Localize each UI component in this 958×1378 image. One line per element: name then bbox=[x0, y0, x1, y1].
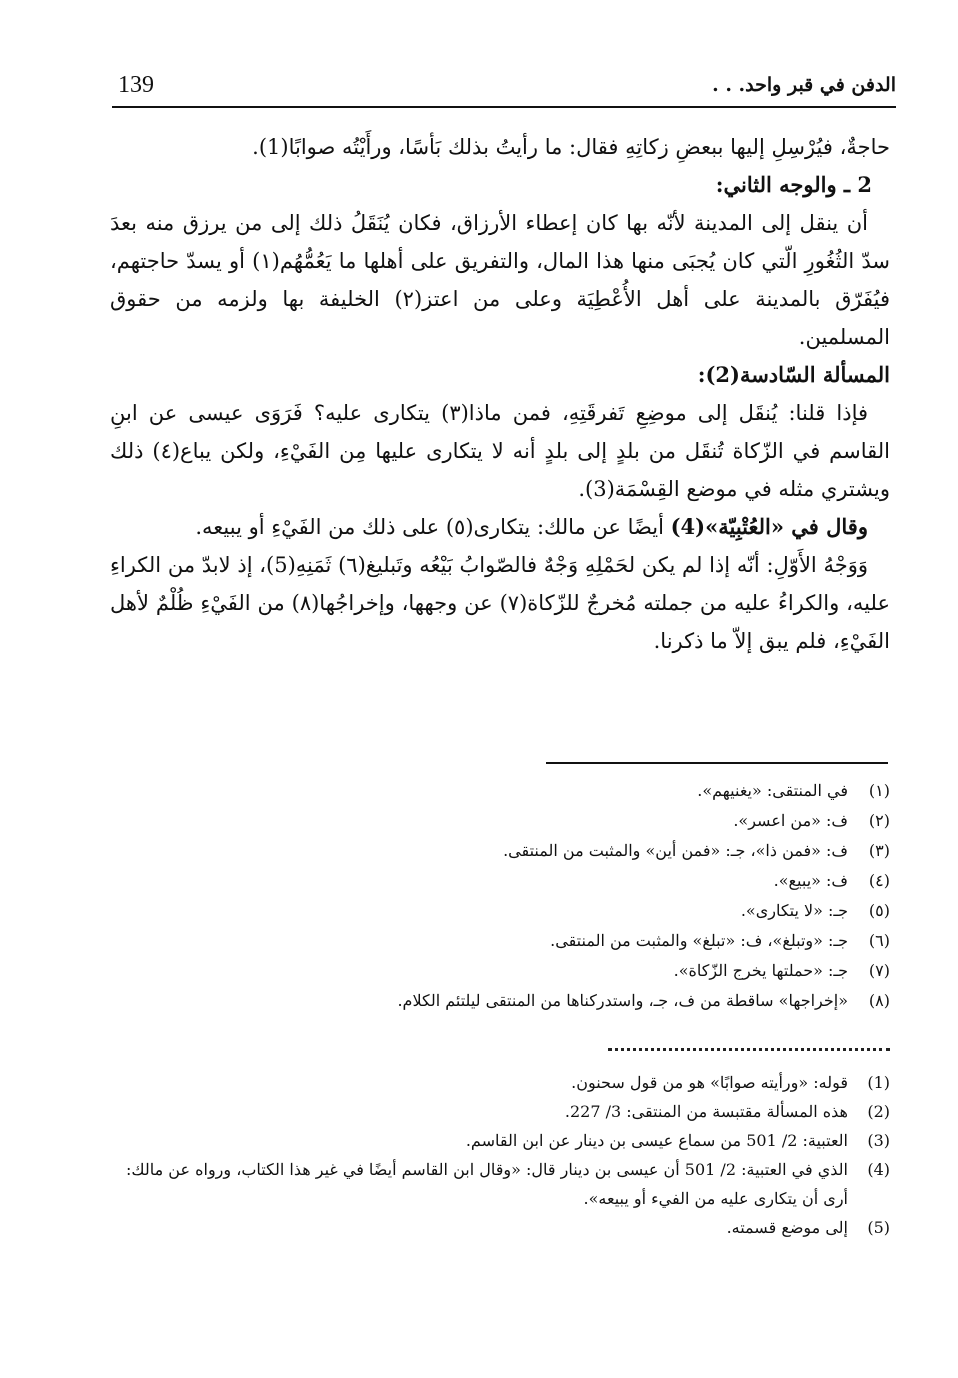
footnote-number: (٢) bbox=[868, 811, 890, 830]
paragraph-1: حاجةٌ، فيُرْسِلِ إليها ببعضِ زكاتِهِ فقال: ما رأيتُ بذلك بَأسًا، ورأَيْتُه صوابًا(1). bbox=[252, 135, 890, 159]
running-title: الدفن في قبر واحد. . . bbox=[712, 74, 896, 96]
footnotes-commentary bbox=[110, 1068, 890, 1242]
footnote-number: (٧) bbox=[868, 961, 890, 980]
footnote-number: (٣) bbox=[868, 841, 890, 860]
paragraph-5: وَوَجْهُ الأَوّلِ: أنّه إذا لم يكن لحَمْلِهِ وَجْهٌ فالصّوابُ بَيْعُه وتَبليغ(٦) ثَمَنِهِ(5)، إذ لابدّ من الكراءِ عليه، والكراءُ عليه من جملته مُخرجٌ للزّكاة(٧) عن وجهها، وإخراجُها(٨) من الفَيْءِ ظُلْمٌ لأهل الفَيْءِ، فلم يبق إلاّ ما ذكرنا. bbox=[110, 553, 890, 653]
footnote-item bbox=[110, 1213, 890, 1242]
footnote-text: الذي في العتبية: 2/ 501 أن عيسى بن دينار قال: «وقال ابن القاسم أيضًا في غير هذا الكتاب، ورواه عن مالك: أرى أن يتكارى عليه من الفيء أو يبيعه». bbox=[126, 1160, 848, 1208]
footnote-text: جـ: «حملتها يخرج الزّكاة». bbox=[673, 961, 848, 980]
paragraph-2: أن ينقل إلى المدينة لأنّه بها كان إعطاء الأرزاق، فكان يُنَقَلُ ذلك إلى من يرزق منه بعدَ سدّ الثُغُورِ الّتي كان يُجبَى منها هذا المال، والتفريق على أهلها ما يَعُمُّهُم(١) أو يسدّ حاجتهم، فيُفَرّق بالمدينة على أهل الأُعْطِيَة وعلى من اعتز(٢) الخليفة بها ولزمه من حقوق المسلمين. bbox=[110, 211, 891, 349]
footnote-separator bbox=[546, 762, 888, 764]
footnote-text: إلى موضع قسمته. bbox=[726, 1218, 848, 1237]
footnote-text: العتبية: 2/ 501 من سماع عيسى بن دينار عن ابن القاسم. bbox=[465, 1131, 848, 1150]
footnote-item bbox=[110, 1126, 890, 1155]
footnote-number: (3) bbox=[867, 1131, 890, 1150]
footnote-item bbox=[110, 776, 890, 806]
footnote-item bbox=[110, 956, 890, 986]
footnote-number: (٥) bbox=[868, 901, 890, 920]
dotted-separator bbox=[608, 1048, 890, 1051]
footnote-item bbox=[110, 926, 890, 956]
footnote-number: (١) bbox=[868, 781, 890, 800]
footnote-item bbox=[110, 1155, 890, 1213]
footnote-number: (5) bbox=[867, 1218, 890, 1237]
section-heading-second-aspect: 2 ـ والوجه الثاني: bbox=[715, 172, 872, 197]
footnote-item bbox=[110, 896, 890, 926]
footnote-item bbox=[110, 986, 890, 1016]
footnote-text: جـ: «وتبلغ»، ف: «تبلغ» والمثبت من المنتقى. bbox=[550, 931, 848, 950]
footnote-number: (٦) bbox=[868, 931, 890, 950]
footnote-number: (4) bbox=[867, 1160, 890, 1179]
footnote-item bbox=[110, 1097, 890, 1126]
page-number: 139 bbox=[118, 72, 154, 98]
page-header bbox=[112, 68, 896, 108]
utbiyya-citation: وقال في «العُتْبِيّة»(4) bbox=[670, 514, 868, 539]
paragraph-4-text: أيضًا عن مالك: يتكارى(٥) على ذلك من الفَيْءِ أو يبيعه. bbox=[195, 515, 671, 539]
footnote-text: «إخراجها» ساقطة من ف، جـ، واستدركناها من المنتقى ليلتئم الكلام. bbox=[397, 991, 848, 1010]
footnote-text: ف: «فمن ذا»، جـ: «فمن أين» والمثبت من المنتقى. bbox=[503, 841, 848, 860]
footnote-text: ف: «من اعسر». bbox=[733, 811, 848, 830]
footnote-item bbox=[110, 866, 890, 896]
paragraph-3: فإذا قلنا: يُنقَل إلى موضِعِ تَفرقَتِهِ، فمن ماذا(٣) يتكارى عليه؟ فَرَوَى عيسى عن ابنِ القاسم في الزّكاة تُنقَل من بلدٍ إلى بلدٍ أنه لا يتكارى عليها مِن الفَيْءِ، ولكن يباع(٤) ذلك ويشتري مثله في موضع القِسْمَة(3). bbox=[110, 401, 890, 501]
footnote-text: قوله: «ورأيته صوابًا» هو من قول سحنون. bbox=[571, 1073, 848, 1092]
paragraph-4 bbox=[110, 508, 890, 546]
footnote-item bbox=[110, 806, 890, 836]
footnote-text: جـ: «لا يتكارى». bbox=[740, 901, 848, 920]
footnote-text: هذه المسألة مقتبسة من المنتقى: 3/ 227. bbox=[564, 1102, 848, 1121]
footnote-number: (2) bbox=[867, 1102, 890, 1121]
footnote-number: (1) bbox=[867, 1073, 890, 1092]
footnotes-editor bbox=[110, 776, 890, 1016]
section-heading-sixth-issue: المسألة السّادسة(2): bbox=[697, 362, 890, 387]
footnote-item bbox=[110, 1068, 890, 1097]
header-rule bbox=[112, 106, 896, 108]
footnote-number: (٤) bbox=[868, 871, 890, 890]
footnote-text: ف: «يبيع». bbox=[773, 871, 848, 890]
footnote-text: في المنتقى: «يغنيهم». bbox=[697, 781, 848, 800]
footnote-number: (٨) bbox=[868, 991, 890, 1010]
footnote-item bbox=[110, 836, 890, 866]
main-text bbox=[110, 128, 890, 660]
